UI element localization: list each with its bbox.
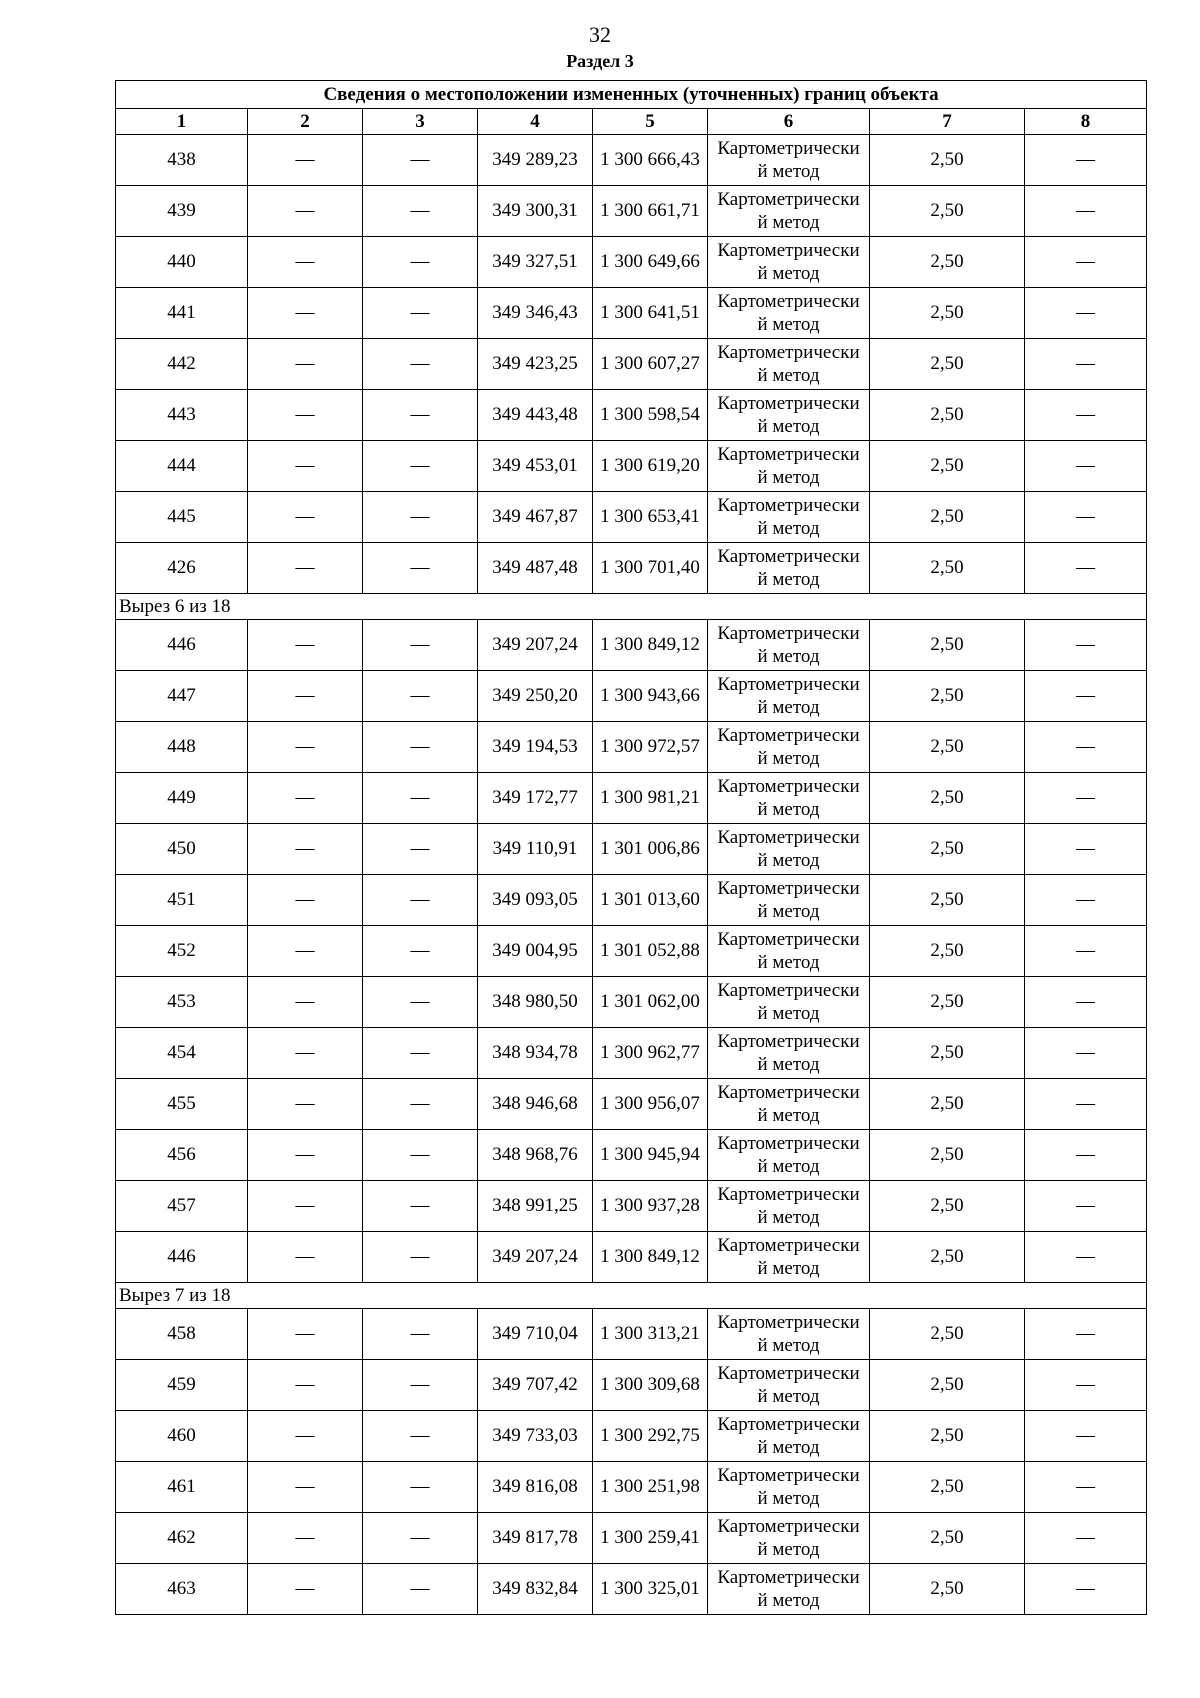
table-cell: — xyxy=(248,824,363,875)
coordinates-table xyxy=(115,80,1147,1615)
table-cell: 2,50 xyxy=(870,773,1025,824)
table-cell: 1 301 013,60 xyxy=(593,875,708,926)
table-cell: 463 xyxy=(116,1564,248,1615)
table-cell: Картометрически й метод xyxy=(708,1462,870,1513)
table-cell: Картометрически й метод xyxy=(708,543,870,594)
table-cell: 1 300 325,01 xyxy=(593,1564,708,1615)
table-cell: — xyxy=(248,1513,363,1564)
table-row xyxy=(116,339,1147,390)
table-row xyxy=(116,390,1147,441)
table-row xyxy=(116,1360,1147,1411)
table-cell: 1 300 649,66 xyxy=(593,237,708,288)
table-cell: 1 300 849,12 xyxy=(593,1232,708,1283)
table-cell: Картометрически й метод xyxy=(708,1181,870,1232)
table-cell: 2,50 xyxy=(870,1028,1025,1079)
table-cell: — xyxy=(1025,339,1147,390)
table-cell: — xyxy=(363,1028,478,1079)
table-cell: 460 xyxy=(116,1411,248,1462)
table-cell: — xyxy=(363,875,478,926)
table-row xyxy=(116,186,1147,237)
table-cell: 1 300 607,27 xyxy=(593,339,708,390)
table-cell: 2,50 xyxy=(870,339,1025,390)
table-cell: 445 xyxy=(116,492,248,543)
table-cell: — xyxy=(1025,135,1147,186)
table-cell: — xyxy=(363,1411,478,1462)
table-cell: 2,50 xyxy=(870,390,1025,441)
table-cell: 453 xyxy=(116,977,248,1028)
table-cell: 455 xyxy=(116,1079,248,1130)
table-cell: — xyxy=(363,620,478,671)
table-cell: 1 300 945,94 xyxy=(593,1130,708,1181)
table-cell: Картометрически й метод xyxy=(708,926,870,977)
section-row xyxy=(116,594,1147,620)
table-cell: — xyxy=(1025,1564,1147,1615)
table-cell: — xyxy=(1025,824,1147,875)
table-cell: — xyxy=(363,773,478,824)
table-cell: 1 300 956,07 xyxy=(593,1079,708,1130)
table-cell: 349 110,91 xyxy=(478,824,593,875)
table-row xyxy=(116,977,1147,1028)
table-cell: — xyxy=(1025,288,1147,339)
table-cell: — xyxy=(1025,1130,1147,1181)
section-title: Раздел 3 xyxy=(566,51,634,71)
table-cell: — xyxy=(363,1462,478,1513)
table-cell: 2,50 xyxy=(870,1564,1025,1615)
table-row xyxy=(116,926,1147,977)
table-cell: — xyxy=(363,671,478,722)
table-cell: — xyxy=(1025,1028,1147,1079)
table-cell: Картометрически й метод xyxy=(708,1232,870,1283)
table-cell: — xyxy=(1025,773,1147,824)
table-row xyxy=(116,875,1147,926)
table-cell: 1 300 943,66 xyxy=(593,671,708,722)
table-cell: 459 xyxy=(116,1360,248,1411)
table-cell: 1 300 981,21 xyxy=(593,773,708,824)
table-cell: — xyxy=(248,1232,363,1283)
table-cell: Картометрически й метод xyxy=(708,620,870,671)
table-cell: — xyxy=(1025,390,1147,441)
table-cell: 454 xyxy=(116,1028,248,1079)
column-header-row xyxy=(116,109,1147,135)
table-cell: 349 710,04 xyxy=(478,1309,593,1360)
table-cell: — xyxy=(248,237,363,288)
table-cell: — xyxy=(1025,1513,1147,1564)
table-cell: 349 250,20 xyxy=(478,671,593,722)
table-cell: — xyxy=(1025,620,1147,671)
table-cell: — xyxy=(248,1564,363,1615)
table-cell: — xyxy=(363,824,478,875)
table-cell: 1 300 313,21 xyxy=(593,1309,708,1360)
table-cell: 1 301 052,88 xyxy=(593,926,708,977)
table-cell: — xyxy=(248,671,363,722)
table-cell: 348 934,78 xyxy=(478,1028,593,1079)
table-cell: 349 093,05 xyxy=(478,875,593,926)
table-row xyxy=(116,1411,1147,1462)
table-cell: — xyxy=(248,441,363,492)
table-cell: 349 207,24 xyxy=(478,620,593,671)
column-header: 6 xyxy=(708,109,870,135)
table-row xyxy=(116,1462,1147,1513)
table-cell: 458 xyxy=(116,1309,248,1360)
table-cell: — xyxy=(363,977,478,1028)
table-cell: — xyxy=(248,620,363,671)
table-cell: — xyxy=(363,441,478,492)
table-cell: 2,50 xyxy=(870,722,1025,773)
table-cell: Картометрически й метод xyxy=(708,1028,870,1079)
table-cell: — xyxy=(248,926,363,977)
table-body xyxy=(116,135,1147,1615)
table-cell: 348 980,50 xyxy=(478,977,593,1028)
table-cell: — xyxy=(363,1513,478,1564)
page-number: 32 xyxy=(589,22,611,47)
table-cell: — xyxy=(248,1130,363,1181)
table-row xyxy=(116,1130,1147,1181)
table-cell: 441 xyxy=(116,288,248,339)
table-cell: Картометрически й метод xyxy=(708,1309,870,1360)
table-cell: 349 346,43 xyxy=(478,288,593,339)
table-cell: Картометрически й метод xyxy=(708,390,870,441)
table-cell: Картометрически й метод xyxy=(708,875,870,926)
table-cell: 442 xyxy=(116,339,248,390)
table-cell: Картометрически й метод xyxy=(708,671,870,722)
table-row xyxy=(116,1079,1147,1130)
table-cell: 447 xyxy=(116,671,248,722)
table-cell: — xyxy=(1025,237,1147,288)
table-cell: 457 xyxy=(116,1181,248,1232)
table-cell: Картометрически й метод xyxy=(708,977,870,1028)
table-cell: 2,50 xyxy=(870,492,1025,543)
table-cell: 2,50 xyxy=(870,1130,1025,1181)
table-cell: — xyxy=(1025,441,1147,492)
table-cell: 2,50 xyxy=(870,186,1025,237)
table-cell: — xyxy=(248,186,363,237)
table-cell: 349 453,01 xyxy=(478,441,593,492)
table-cell: 1 300 251,98 xyxy=(593,1462,708,1513)
table-row xyxy=(116,1564,1147,1615)
table-cell: 349 487,48 xyxy=(478,543,593,594)
table-row xyxy=(116,135,1147,186)
table-cell: 349 832,84 xyxy=(478,1564,593,1615)
table-cell: — xyxy=(363,390,478,441)
table-cell: 1 300 661,71 xyxy=(593,186,708,237)
table-row xyxy=(116,441,1147,492)
table-cell: — xyxy=(363,926,478,977)
table-cell: 449 xyxy=(116,773,248,824)
table-cell: 2,50 xyxy=(870,1513,1025,1564)
table-cell: — xyxy=(1025,875,1147,926)
table-cell: — xyxy=(248,1462,363,1513)
table-cell: — xyxy=(248,1079,363,1130)
table-cell: 426 xyxy=(116,543,248,594)
table-cell: 349 467,87 xyxy=(478,492,593,543)
table-cell: — xyxy=(363,1309,478,1360)
table-cell: 2,50 xyxy=(870,1411,1025,1462)
table-cell: 462 xyxy=(116,1513,248,1564)
table-cell: 2,50 xyxy=(870,926,1025,977)
table-cell: — xyxy=(248,390,363,441)
table-cell: 349 172,77 xyxy=(478,773,593,824)
table-cell: Картометрически й метод xyxy=(708,824,870,875)
table-cell: 448 xyxy=(116,722,248,773)
table-cell: — xyxy=(363,135,478,186)
table-cell: 1 301 062,00 xyxy=(593,977,708,1028)
table-cell: 438 xyxy=(116,135,248,186)
table-row xyxy=(116,1232,1147,1283)
table-cell: — xyxy=(248,288,363,339)
table-cell: 349 423,25 xyxy=(478,339,593,390)
table-cell: 440 xyxy=(116,237,248,288)
column-header: 4 xyxy=(478,109,593,135)
table-cell: 1 300 309,68 xyxy=(593,1360,708,1411)
table-cell: 451 xyxy=(116,875,248,926)
table-cell: — xyxy=(363,288,478,339)
table-cell: 2,50 xyxy=(870,875,1025,926)
table-cell: — xyxy=(363,1181,478,1232)
table-row xyxy=(116,237,1147,288)
table-cell: 348 946,68 xyxy=(478,1079,593,1130)
table-cell: 349 194,53 xyxy=(478,722,593,773)
table-cell: Картометрически й метод xyxy=(708,441,870,492)
table-row xyxy=(116,620,1147,671)
table-row xyxy=(116,1181,1147,1232)
table-cell: 349 004,95 xyxy=(478,926,593,977)
table-cell: 1 301 006,86 xyxy=(593,824,708,875)
table-cell: — xyxy=(1025,1181,1147,1232)
table-cell: 2,50 xyxy=(870,977,1025,1028)
table-cell: 444 xyxy=(116,441,248,492)
table-row xyxy=(116,671,1147,722)
table-cell: 1 300 259,41 xyxy=(593,1513,708,1564)
table-cell: 1 300 641,51 xyxy=(593,288,708,339)
table-cell: Картометрически й метод xyxy=(708,1564,870,1615)
table-cell: Картометрически й метод xyxy=(708,135,870,186)
table-cell: 2,50 xyxy=(870,1309,1025,1360)
table-cell: — xyxy=(248,135,363,186)
table-cell: 349 300,31 xyxy=(478,186,593,237)
table-cell: — xyxy=(1025,1232,1147,1283)
table-cell: 1 300 937,28 xyxy=(593,1181,708,1232)
table-cell: — xyxy=(248,1028,363,1079)
table-cell: 1 300 619,20 xyxy=(593,441,708,492)
table-cell: 450 xyxy=(116,824,248,875)
table-cell: — xyxy=(363,1232,478,1283)
table-cell: 349 733,03 xyxy=(478,1411,593,1462)
table-cell: 2,50 xyxy=(870,1181,1025,1232)
table-row xyxy=(116,1028,1147,1079)
table-cell: 439 xyxy=(116,186,248,237)
table-row xyxy=(116,543,1147,594)
table-cell: 349 327,51 xyxy=(478,237,593,288)
table-row xyxy=(116,773,1147,824)
table-cell: 349 817,78 xyxy=(478,1513,593,1564)
table-cell: Картометрически й метод xyxy=(708,1130,870,1181)
table-caption: Сведения о местоположении измененных (уточненных) границ объекта xyxy=(116,81,1147,109)
table-cell: Картометрически й метод xyxy=(708,1411,870,1462)
table-cell: 1 300 598,54 xyxy=(593,390,708,441)
table-cell: Картометрически й метод xyxy=(708,237,870,288)
table-cell: 2,50 xyxy=(870,288,1025,339)
table-cell: — xyxy=(363,1079,478,1130)
table-cell: 2,50 xyxy=(870,1232,1025,1283)
table-cell: 1 300 962,77 xyxy=(593,1028,708,1079)
table-cell: Картометрически й метод xyxy=(708,1079,870,1130)
table-cell: — xyxy=(363,1564,478,1615)
table-cell: 348 991,25 xyxy=(478,1181,593,1232)
section-label: Вырез 7 из 18 xyxy=(116,1283,1147,1309)
table-cell: — xyxy=(363,722,478,773)
table-cell: 1 300 292,75 xyxy=(593,1411,708,1462)
table-cell: 349 707,42 xyxy=(478,1360,593,1411)
table-cell: 1 300 653,41 xyxy=(593,492,708,543)
table-cell: — xyxy=(248,875,363,926)
column-header: 5 xyxy=(593,109,708,135)
table-cell: Картометрически й метод xyxy=(708,1513,870,1564)
table-cell: 2,50 xyxy=(870,620,1025,671)
table-cell: 349 289,23 xyxy=(478,135,593,186)
table-cell: Картометрически й метод xyxy=(708,288,870,339)
table-cell: Картометрически й метод xyxy=(708,186,870,237)
column-header: 3 xyxy=(363,109,478,135)
table-cell: — xyxy=(248,1411,363,1462)
table-cell: — xyxy=(1025,671,1147,722)
table-cell: 1 300 849,12 xyxy=(593,620,708,671)
table-cell: — xyxy=(1025,1079,1147,1130)
table-row xyxy=(116,824,1147,875)
table-cell: — xyxy=(1025,492,1147,543)
table-cell: — xyxy=(1025,977,1147,1028)
table-cell: — xyxy=(363,339,478,390)
table-row xyxy=(116,722,1147,773)
table-cell: 1 300 666,43 xyxy=(593,135,708,186)
table-cell: Картометрически й метод xyxy=(708,773,870,824)
table-cell: — xyxy=(248,543,363,594)
table-cell: 452 xyxy=(116,926,248,977)
table-cell: 2,50 xyxy=(870,1360,1025,1411)
table-cell: 348 968,76 xyxy=(478,1130,593,1181)
table-cell: 461 xyxy=(116,1462,248,1513)
table-cell: Картометрически й метод xyxy=(708,1360,870,1411)
section-row xyxy=(116,1283,1147,1309)
table-row xyxy=(116,1513,1147,1564)
table-cell: 2,50 xyxy=(870,441,1025,492)
table-cell: — xyxy=(1025,1462,1147,1513)
table-cell: — xyxy=(363,543,478,594)
column-header: 1 xyxy=(116,109,248,135)
table-cell: 2,50 xyxy=(870,1462,1025,1513)
table-cell: — xyxy=(1025,1360,1147,1411)
table-cell: — xyxy=(248,1309,363,1360)
column-header: 8 xyxy=(1025,109,1147,135)
table-cell: 2,50 xyxy=(870,1079,1025,1130)
table-cell: — xyxy=(363,186,478,237)
table-cell: — xyxy=(1025,543,1147,594)
table-cell: 349 207,24 xyxy=(478,1232,593,1283)
table-cell: — xyxy=(363,492,478,543)
table-cell: 349 443,48 xyxy=(478,390,593,441)
table-cell: 1 300 701,40 xyxy=(593,543,708,594)
table-cell: 446 xyxy=(116,1232,248,1283)
table-cell: — xyxy=(248,977,363,1028)
table-cell: 446 xyxy=(116,620,248,671)
table-cell: Картометрически й метод xyxy=(708,339,870,390)
table-cell: — xyxy=(1025,1309,1147,1360)
table-cell: 2,50 xyxy=(870,824,1025,875)
table-row xyxy=(116,1309,1147,1360)
table-cell: — xyxy=(248,1181,363,1232)
table-cell: — xyxy=(248,1360,363,1411)
table-cell: 2,50 xyxy=(870,237,1025,288)
table-cell: — xyxy=(363,1360,478,1411)
table-cell: — xyxy=(1025,926,1147,977)
table-cell: Картометрически й метод xyxy=(708,492,870,543)
table-cell: Картометрически й метод xyxy=(708,722,870,773)
table-cell: 2,50 xyxy=(870,135,1025,186)
section-label: Вырез 6 из 18 xyxy=(116,594,1147,620)
table-row xyxy=(116,288,1147,339)
table-cell: 349 816,08 xyxy=(478,1462,593,1513)
table-cell: — xyxy=(1025,722,1147,773)
table-cell: 2,50 xyxy=(870,543,1025,594)
column-header: 7 xyxy=(870,109,1025,135)
table-cell: — xyxy=(1025,1411,1147,1462)
table-cell: 2,50 xyxy=(870,671,1025,722)
table-cell: — xyxy=(248,773,363,824)
table-cell: — xyxy=(248,722,363,773)
table-cell: 443 xyxy=(116,390,248,441)
table-cell: 1 300 972,57 xyxy=(593,722,708,773)
table-cell: — xyxy=(248,339,363,390)
table-cell: — xyxy=(248,492,363,543)
table-cell: — xyxy=(363,237,478,288)
table-cell: — xyxy=(1025,186,1147,237)
column-header: 2 xyxy=(248,109,363,135)
table-cell: 456 xyxy=(116,1130,248,1181)
table-cell: — xyxy=(363,1130,478,1181)
table-row xyxy=(116,492,1147,543)
